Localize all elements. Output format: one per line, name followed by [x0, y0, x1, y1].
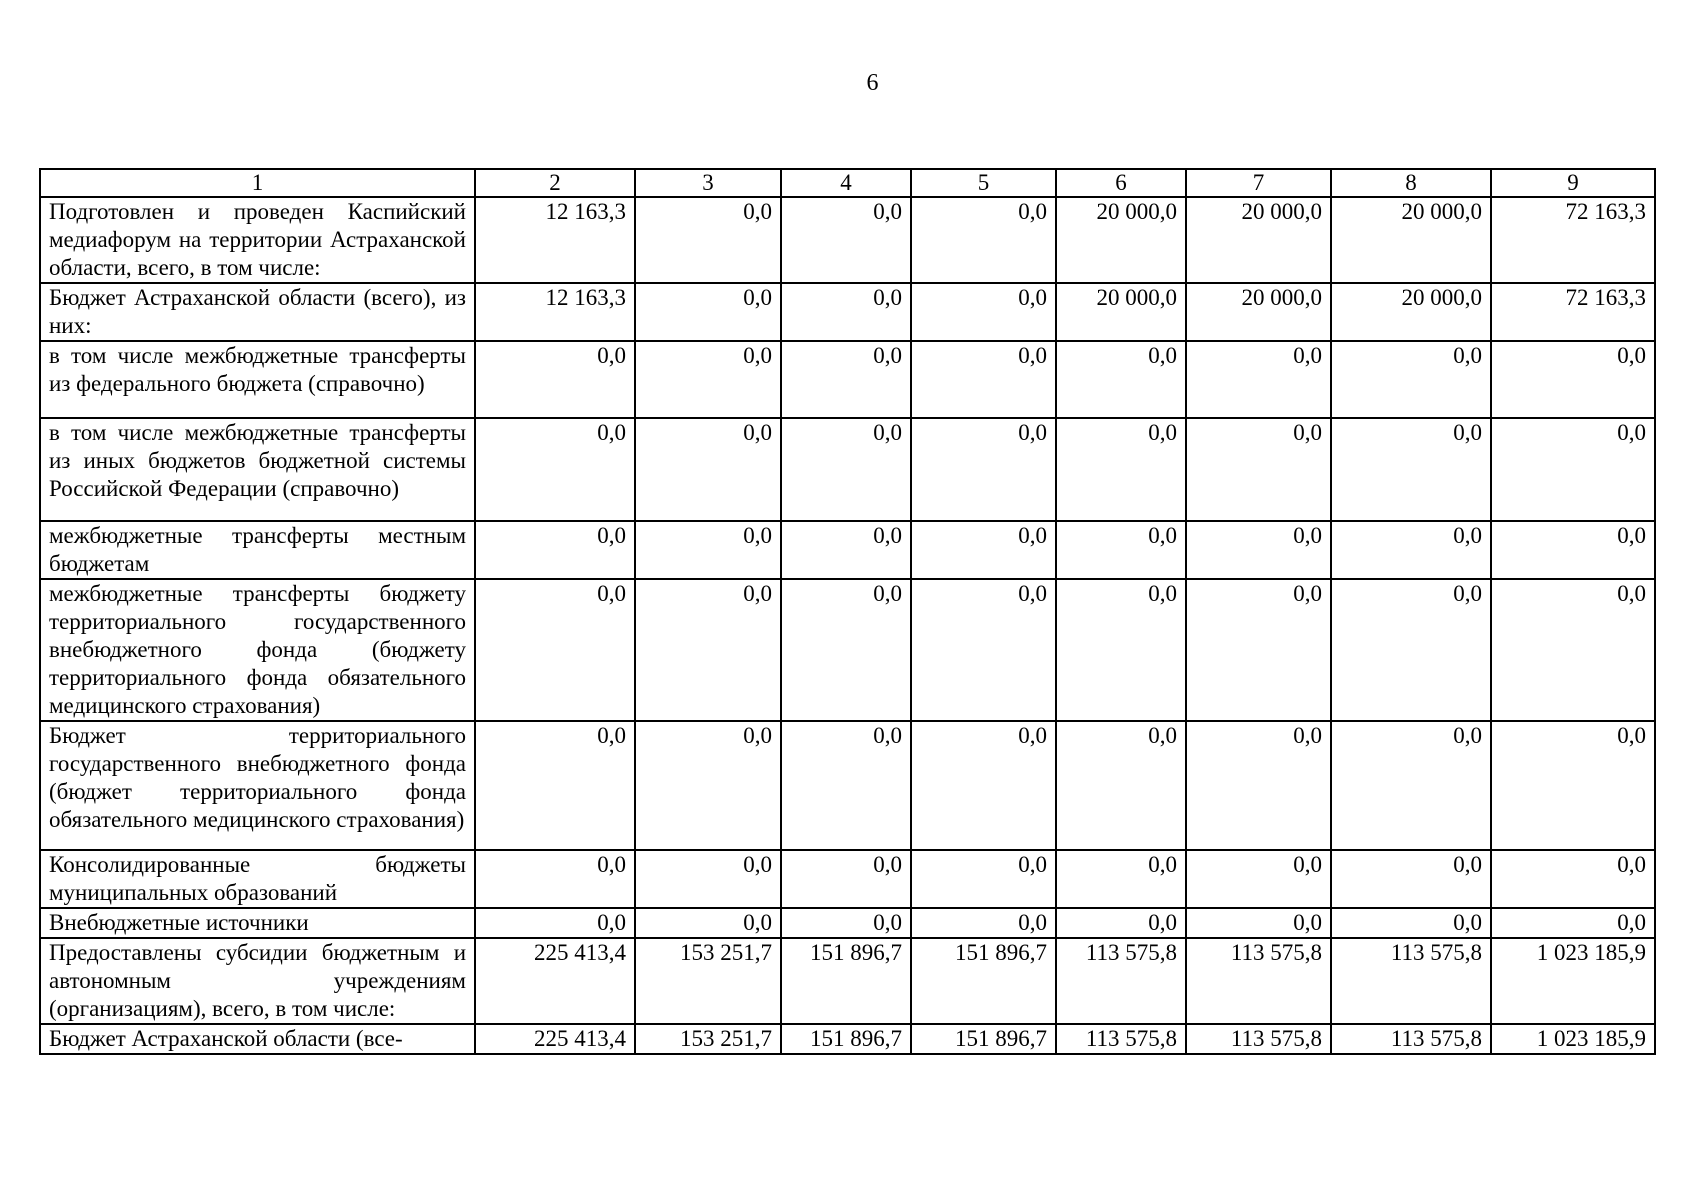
table-cell: 113 575,8: [1056, 938, 1186, 1024]
table-cell: 113 575,8: [1186, 938, 1331, 1024]
table-cell: 151 896,7: [911, 938, 1056, 1024]
table-cell: 0,0: [475, 521, 635, 579]
table-cell: 153 251,7: [635, 1024, 781, 1054]
table-cell: 0,0: [781, 579, 911, 721]
table-cell: 0,0: [1186, 721, 1331, 850]
table-cell: 0,0: [635, 721, 781, 850]
table-row: [40, 938, 1655, 1024]
table-cell: 0,0: [781, 521, 911, 579]
table-cell: 0,0: [781, 197, 911, 283]
table-cell: 20 000,0: [1331, 197, 1491, 283]
table-cell: 0,0: [1056, 579, 1186, 721]
table-cell: 0,0: [911, 908, 1056, 938]
table-cell: 0,0: [1331, 521, 1491, 579]
row-label: Бюджет территориального государственного внебюджетного фонда (бюджет территориального фонда обязательного медицинского страхования): [40, 721, 475, 850]
table-cell: 0,0: [1331, 850, 1491, 908]
column-header: 1: [40, 169, 475, 197]
table-cell: 0,0: [1056, 850, 1186, 908]
table-cell: 113 575,8: [1186, 1024, 1331, 1054]
table-cell: 0,0: [1491, 579, 1655, 721]
table-cell: 72 163,3: [1491, 197, 1655, 283]
table-cell: 0,0: [1056, 341, 1186, 418]
column-header: 9: [1491, 169, 1655, 197]
table-cell: 153 251,7: [635, 938, 781, 1024]
table-cell: 0,0: [1491, 721, 1655, 850]
table-cell: 0,0: [635, 197, 781, 283]
column-header: 2: [475, 169, 635, 197]
table-cell: 0,0: [911, 850, 1056, 908]
table-cell: 20 000,0: [1331, 283, 1491, 341]
table-cell: 0,0: [1186, 850, 1331, 908]
table-cell: 0,0: [475, 721, 635, 850]
table-cell: 0,0: [781, 908, 911, 938]
table-cell: 12 163,3: [475, 197, 635, 283]
table-cell: 0,0: [1491, 850, 1655, 908]
table-cell: 0,0: [635, 579, 781, 721]
table-cell: 20 000,0: [1186, 283, 1331, 341]
table-cell: 0,0: [1186, 908, 1331, 938]
table-cell: 0,0: [1331, 418, 1491, 521]
table-cell: 113 575,8: [1056, 1024, 1186, 1054]
table-cell: 0,0: [781, 341, 911, 418]
table-cell: 0,0: [1056, 908, 1186, 938]
table-cell: 72 163,3: [1491, 283, 1655, 341]
table-row: [40, 341, 1655, 418]
column-header: 3: [635, 169, 781, 197]
table-cell: 0,0: [781, 850, 911, 908]
table-cell: 20 000,0: [1186, 197, 1331, 283]
table-cell: 0,0: [635, 850, 781, 908]
table-row: [40, 418, 1655, 521]
table-cell: 0,0: [1491, 341, 1655, 418]
table-cell: 0,0: [1056, 721, 1186, 850]
table-row: [40, 521, 1655, 579]
column-header: 6: [1056, 169, 1186, 197]
table-cell: 0,0: [911, 283, 1056, 341]
table-cell: 0,0: [781, 418, 911, 521]
budget-table: [39, 168, 1656, 1055]
table-cell: 0,0: [635, 283, 781, 341]
table-cell: 0,0: [1331, 908, 1491, 938]
table-cell: 151 896,7: [781, 1024, 911, 1054]
table-row: [40, 908, 1655, 938]
row-label: межбюджетные трансферты бюджету территориального государственного внебюджетного фонда (бюджету территориального фонда обязательного медицинского страхования): [40, 579, 475, 721]
table-cell: 0,0: [635, 341, 781, 418]
column-header: 7: [1186, 169, 1331, 197]
header-row: [40, 169, 1655, 197]
table-cell: 0,0: [1056, 521, 1186, 579]
table-row: [40, 579, 1655, 721]
table-row: [40, 197, 1655, 283]
table-row: [40, 283, 1655, 341]
table-cell: 0,0: [475, 850, 635, 908]
table-cell: 0,0: [911, 197, 1056, 283]
column-header: 4: [781, 169, 911, 197]
table-cell: 0,0: [911, 579, 1056, 721]
table-cell: 225 413,4: [475, 938, 635, 1024]
table-cell: 0,0: [1491, 908, 1655, 938]
table-cell: 0,0: [635, 418, 781, 521]
table-cell: 0,0: [1186, 418, 1331, 521]
table-cell: 0,0: [475, 341, 635, 418]
table-cell: 0,0: [1186, 341, 1331, 418]
table-cell: 0,0: [1056, 418, 1186, 521]
row-label: Предоставлены субсидии бюджетным и автономным учреждениям (организациям), всего, в том числе:: [40, 938, 475, 1024]
table-row: [40, 850, 1655, 908]
page-number: 6: [866, 70, 879, 96]
table-cell: 20 000,0: [1056, 197, 1186, 283]
table-cell: 0,0: [911, 521, 1056, 579]
table-cell: 0,0: [911, 721, 1056, 850]
table-cell: 0,0: [1331, 579, 1491, 721]
table-row: [40, 1024, 1655, 1054]
row-label: Подготовлен и проведен Каспийский медиафорум на территории Астраханской области, всего, в том числе:: [40, 197, 475, 283]
table-cell: 0,0: [781, 721, 911, 850]
row-label: в том числе межбюджетные трансферты из иных бюджетов бюджетной системы Российской Федерации (справочно): [40, 418, 475, 521]
table-cell: 0,0: [1331, 721, 1491, 850]
table-body: [40, 197, 1655, 1054]
table-cell: 0,0: [1186, 521, 1331, 579]
table-cell: 113 575,8: [1331, 1024, 1491, 1054]
table-cell: 12 163,3: [475, 283, 635, 341]
table-cell: 1 023 185,9: [1491, 1024, 1655, 1054]
row-label: Внебюджетные источники: [40, 908, 475, 938]
table-cell: 151 896,7: [781, 938, 911, 1024]
row-label: Бюджет Астраханской области (всего), из них:: [40, 283, 475, 341]
table-cell: 225 413,4: [475, 1024, 635, 1054]
table-cell: 0,0: [1491, 521, 1655, 579]
table-cell: 0,0: [1331, 341, 1491, 418]
row-label: межбюджетные трансферты местным бюджетам: [40, 521, 475, 579]
row-label: Консолидированные бюджеты муниципальных образований: [40, 850, 475, 908]
table-cell: 0,0: [1186, 579, 1331, 721]
table-cell: 151 896,7: [911, 1024, 1056, 1054]
table-cell: 113 575,8: [1331, 938, 1491, 1024]
table-row: [40, 721, 1655, 850]
table-cell: 0,0: [1491, 418, 1655, 521]
table-cell: 1 023 185,9: [1491, 938, 1655, 1024]
row-label: Бюджет Астраханской области (все-: [40, 1024, 475, 1054]
table-cell: 0,0: [635, 521, 781, 579]
table-cell: 0,0: [911, 341, 1056, 418]
table-cell: 0,0: [475, 908, 635, 938]
table-cell: 0,0: [911, 418, 1056, 521]
table-cell: 20 000,0: [1056, 283, 1186, 341]
table-cell: 0,0: [475, 579, 635, 721]
column-header: 8: [1331, 169, 1491, 197]
table-cell: 0,0: [475, 418, 635, 521]
table-cell: 0,0: [781, 283, 911, 341]
table-cell: 0,0: [635, 908, 781, 938]
row-label: в том числе межбюджетные трансферты из федерального бюджета (справочно): [40, 341, 475, 418]
column-header: 5: [911, 169, 1056, 197]
